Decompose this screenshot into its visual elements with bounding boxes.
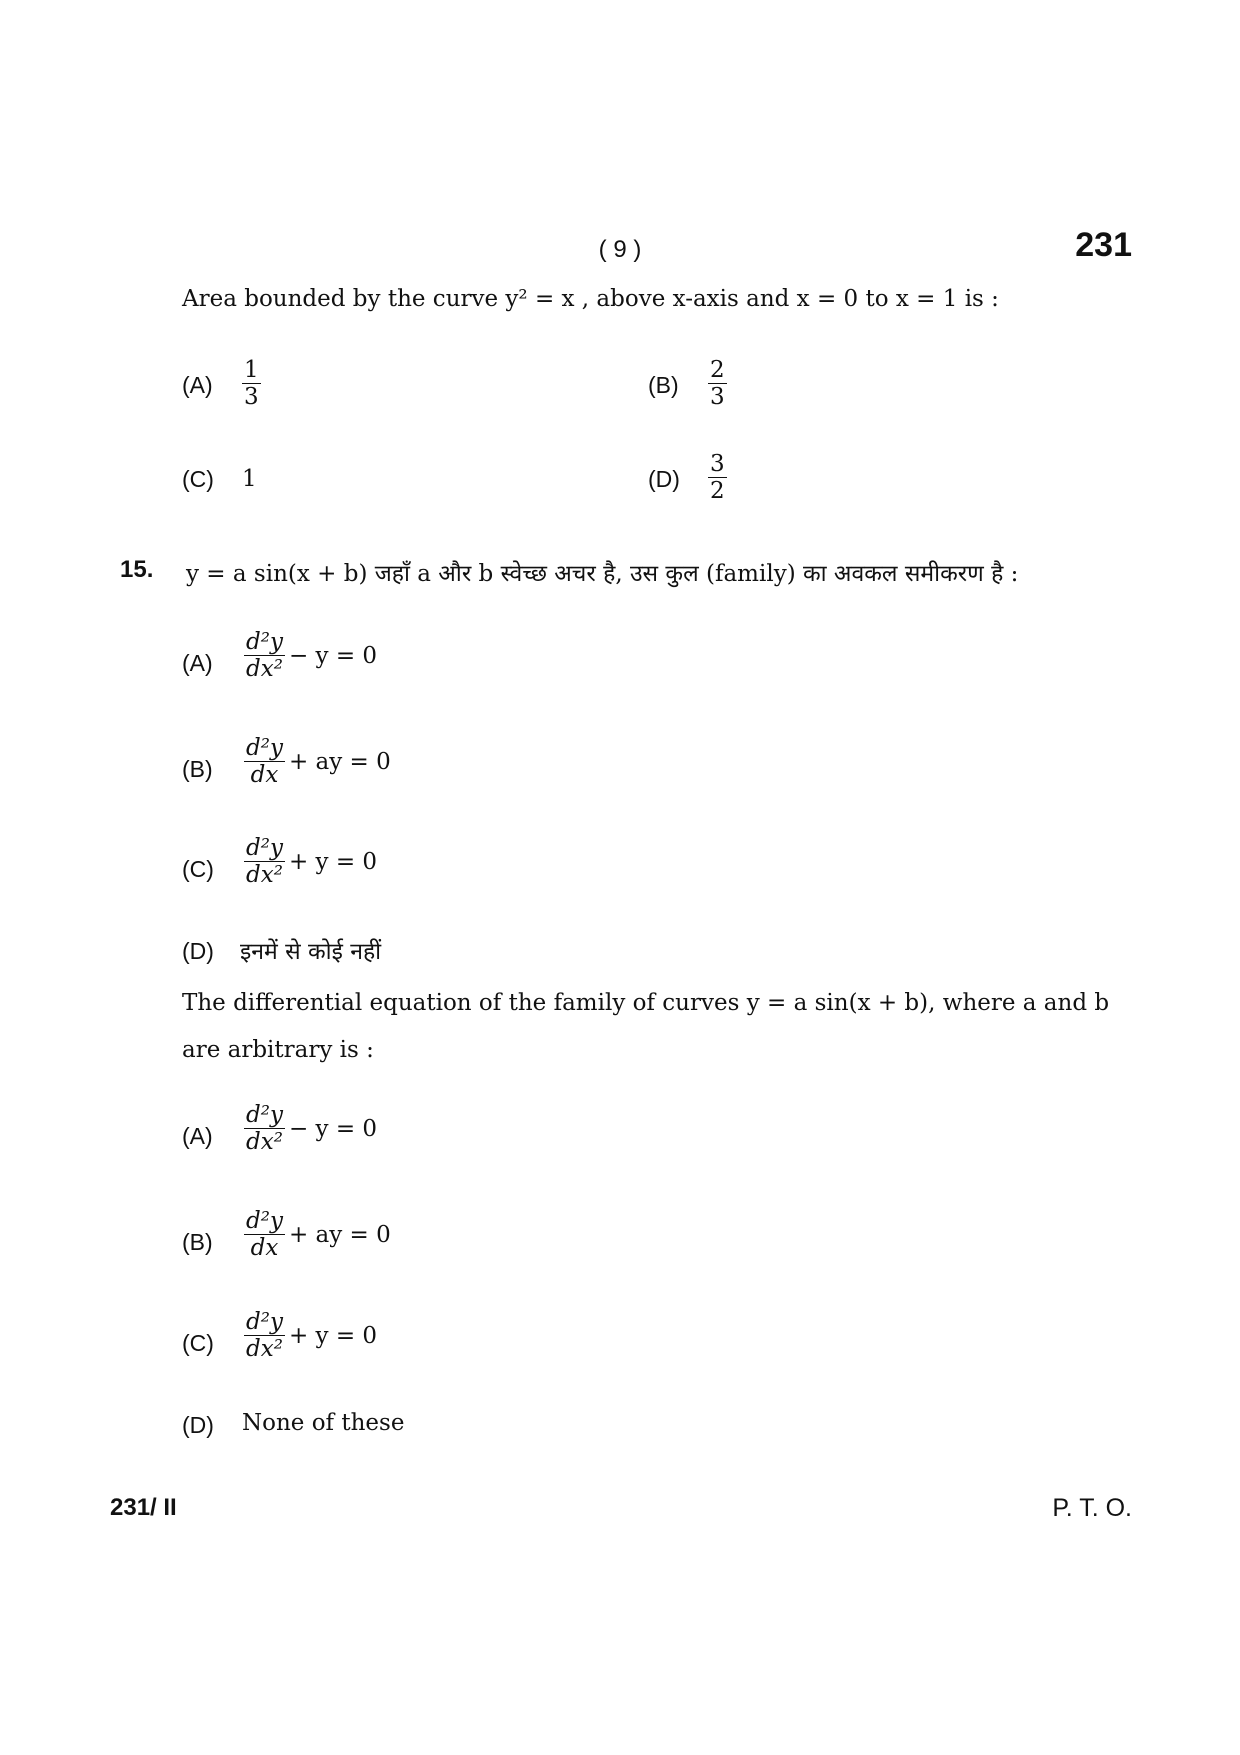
fraction-numerator: d²y (246, 629, 283, 655)
derivative-fraction (244, 1103, 285, 1154)
equation-rest: − y = 0 (288, 642, 378, 669)
footer-paper-code: 231/ II (110, 1494, 177, 1521)
fraction-numerator: 3 (710, 451, 725, 477)
derivative-fraction (244, 836, 285, 887)
q15-en-option-d-value: None of these (242, 1410, 405, 1436)
question-number: 15. (120, 556, 154, 583)
q15-question-english-cont: are arbitrary is : (182, 1037, 374, 1063)
fraction-denominator: dx² (246, 862, 283, 889)
q14-option-c-value: 1 (242, 466, 257, 492)
fraction-denominator: dx² (246, 656, 283, 683)
fraction-denominator: 2 (710, 478, 725, 505)
fraction-numerator: d²y (246, 1309, 283, 1335)
q14-option-d-label: (D) (648, 466, 680, 492)
q15-hi-option-b-label: (B) (182, 756, 213, 782)
q14-option-b-value (708, 358, 727, 409)
derivative-fraction (244, 1209, 285, 1260)
footer-pto: P. T. O. (1052, 1494, 1132, 1522)
q14-option-a-label: (A) (182, 372, 213, 398)
q15-hi-option-a-label: (A) (182, 650, 213, 676)
q14-option-d-value (708, 452, 727, 503)
equation-rest: − y = 0 (288, 1115, 378, 1142)
q15-en-option-c-value (244, 1310, 377, 1361)
q15-en-option-b-value (244, 1209, 391, 1260)
fraction-numerator: d²y (246, 1208, 283, 1234)
q15-hi-option-a-value (244, 630, 377, 681)
q15-hi-option-d-label: (D) (182, 938, 214, 964)
fraction-numerator: 2 (710, 357, 725, 383)
q15-en-option-c-label: (C) (182, 1330, 214, 1356)
fraction-denominator: 3 (244, 384, 259, 411)
fraction-numerator: d²y (246, 1102, 283, 1128)
q15-en-option-d-label: (D) (182, 1412, 214, 1438)
equation-rest: + ay = 0 (288, 1221, 391, 1248)
q15-en-option-a-value (244, 1103, 377, 1154)
q15-hi-option-c-value (244, 836, 377, 887)
q15-hi-option-b-value (244, 736, 391, 787)
q14-option-a-value (242, 358, 261, 409)
derivative-fraction (244, 736, 285, 787)
q14-question: Area bounded by the curve y² = x , above x-axis and x = 0 to x = 1 is : (182, 286, 999, 312)
q15-hi-option-c-label: (C) (182, 856, 214, 882)
fraction-numerator: d²y (246, 735, 283, 761)
fraction-denominator: dx² (246, 1129, 283, 1156)
q15-en-option-a-label: (A) (182, 1123, 213, 1149)
q14-option-c-label: (C) (182, 466, 214, 492)
derivative-fraction (244, 630, 285, 681)
equation-rest: + y = 0 (288, 1322, 378, 1349)
paper-code: 231 (1075, 226, 1132, 264)
fraction-denominator: dx² (246, 1336, 283, 1363)
q15-question-hindi: y = a sin(x + b) जहाँ a और b स्वेच्छ अचर है, उस कुल (family) का अवकल समीकरण है : (186, 561, 1019, 587)
equation-rest: + y = 0 (288, 848, 378, 875)
derivative-fraction (244, 1310, 285, 1361)
fraction-denominator: 3 (710, 384, 725, 411)
q15-en-option-b-label: (B) (182, 1229, 213, 1255)
fraction-numerator: d²y (246, 835, 283, 861)
fraction-denominator: dx (250, 1235, 279, 1262)
equation-rest: + ay = 0 (288, 748, 391, 775)
q15-question-english: The differential equation of the family of curves y = a sin(x + b), where a and b (182, 990, 1110, 1016)
q15-hi-option-d-value: इनमें से कोई नहीं (240, 939, 382, 965)
fraction-numerator: 1 (244, 357, 259, 383)
q14-option-b-label: (B) (648, 372, 679, 398)
page-number: ( 9 ) (598, 236, 642, 263)
fraction-denominator: dx (250, 762, 279, 789)
